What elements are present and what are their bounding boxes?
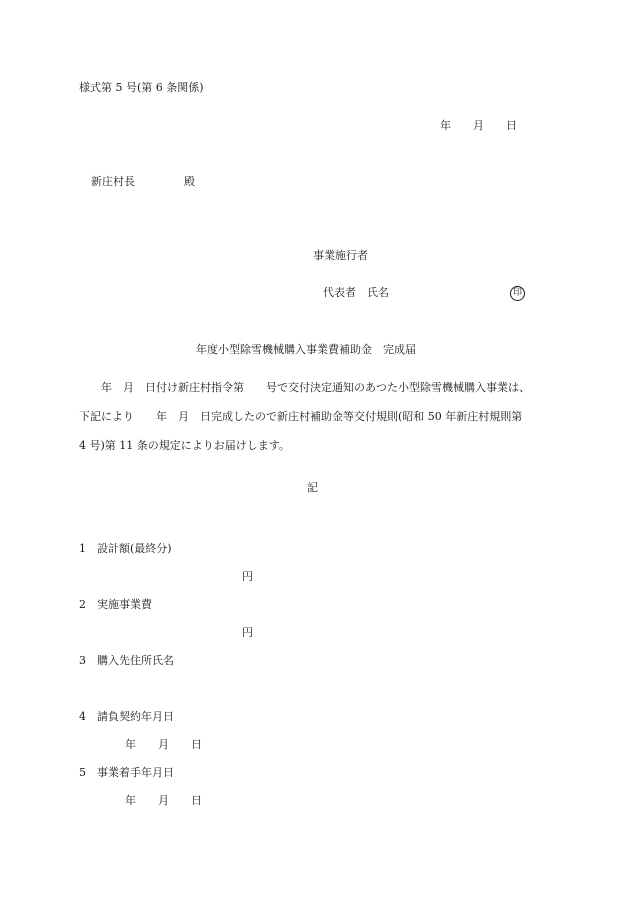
body-line-3: 4 号)第 11 条の規定によりお届けします。 [79, 439, 290, 452]
addressee-honorific: 殿 [184, 175, 195, 188]
item-design-amount-unit: 円 [242, 570, 253, 583]
date-line: 年 月 日 [440, 119, 517, 132]
item-design-amount: 1 設計額(最終分) [79, 542, 172, 555]
item-contract-date-value: 年 月 日 [125, 738, 202, 751]
seal-mark: 印 [510, 286, 525, 301]
item-start-date: 5 事業着手年月日 [79, 766, 174, 779]
addressee-name: 新庄村長 [91, 175, 135, 188]
item-contract-date: 4 請負契約年月日 [79, 710, 174, 723]
item-start-date-value: 年 月 日 [125, 794, 202, 807]
ki-heading: 記 [307, 481, 318, 494]
body-line-2: 下記により 年 月 日完成したので新庄村補助金等交付規則(昭和 50 年新庄村規則第 [79, 410, 523, 423]
form-number: 様式第 5 号(第 6 条関係) [79, 81, 204, 94]
body-line-1: 年 月 日付け新庄村指令第 号で交付決定通知のあつた小型除雪機械購入事業は、 [101, 381, 530, 394]
applicant-rep-label: 代表者 氏名 [323, 286, 389, 299]
item-vendor: 3 購入先住所氏名 [79, 654, 174, 667]
item-actual-cost-unit: 円 [242, 626, 253, 639]
document-title: 年度小型除雪機械購入事業費補助金 完成届 [196, 343, 416, 356]
applicant-org-label: 事業施行者 [313, 249, 368, 262]
item-actual-cost: 2 実施事業費 [79, 598, 152, 611]
